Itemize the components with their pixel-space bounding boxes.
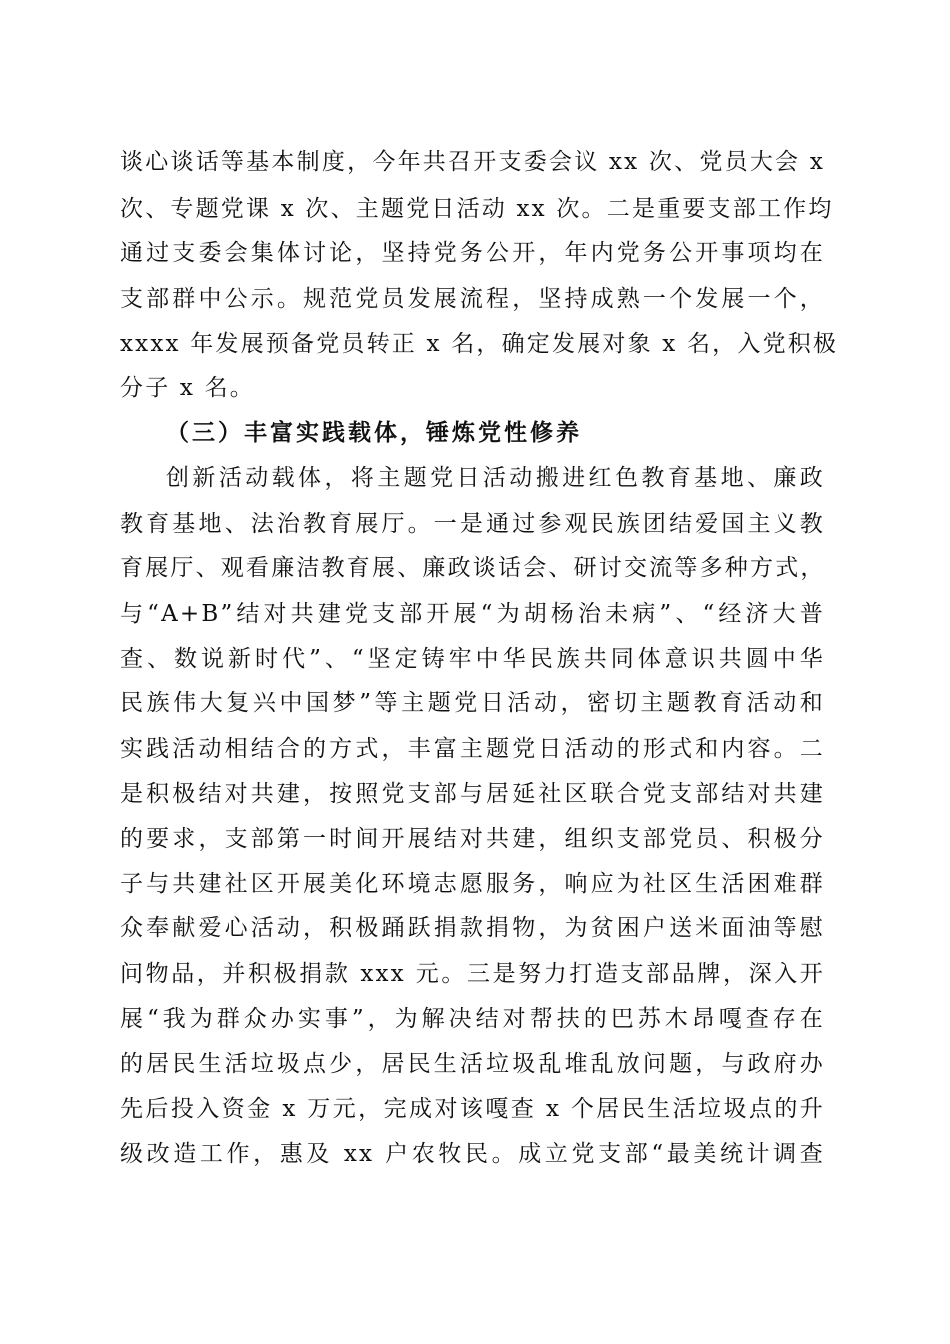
text-line: 通过支委会集体讨论，坚持党务公开，年内党务公开事项均在 — [120, 240, 825, 266]
text-line: 的居民生活垃圾点少，居民生活垃圾乱堆乱放问题，与政府办 — [120, 1051, 825, 1077]
text-line: 查、数说新时代”、“坚定铸牢中华民族共同体意识共圆中华 — [120, 646, 825, 672]
text-line: 问物品，并积极捐款 xxx 元。三是努力打造支部品牌，深入开 — [120, 961, 825, 987]
section-heading: （三）丰富实践载体，锤炼党性修养 — [166, 419, 582, 446]
text-line: 是积极结对共建，按照党支部与居延社区联合党支部结对共建 — [120, 781, 825, 807]
text-line: 先后投入资金 x 万元，完成对该嘎查 x 个居民生活垃圾点的升 — [120, 1096, 825, 1122]
text-line: 子与共建社区开展美化环境志愿服务，响应为社区生活困难群 — [120, 871, 825, 897]
text-line: 育展厅、观看廉洁教育展、廉政谈话会、研讨交流等多种方式， — [120, 555, 826, 581]
text-line: 分子 x 名。 — [120, 375, 255, 401]
text-line: 次、专题党课 x 次、主题党日活动 xx 次。二是重要支部工作均 — [120, 196, 834, 222]
text-line: 支部群中公示。规范党员发展流程，坚持成熟一个发展一个， — [120, 286, 825, 312]
text-line: 实践活动相结合的方式，丰富主题党日活动的形式和内容。二 — [120, 736, 825, 762]
text-line: 民族伟大复兴中国梦”等主题党日活动，密切主题教育活动和 — [120, 690, 825, 716]
text-line: 创新活动载体，将主题党日活动搬进红色教育基地、廉政 — [166, 465, 825, 491]
text-line: 教育基地、法治教育展厅。一是通过参观民族团结爱国主义教 — [120, 511, 825, 537]
text-line: 众奉献爱心活动，积极踊跃捐款捐物，为贫困户送米面油等慰 — [120, 915, 825, 941]
text-line: 与“A+B”结对共建党支部开展“为胡杨治未病”、“经济大普 — [120, 601, 825, 627]
text-line: 谈心谈话等基本制度，今年共召开支委会议 xx 次、党员大会 x — [120, 149, 825, 175]
text-line: 级改造工作，惠及 xx 户农牧民。成立党支部“最美统计调查 — [120, 1141, 825, 1167]
text-line: 的要求，支部第一时间开展结对共建，组织支部党员、积极分 — [120, 826, 825, 852]
text-line: xxxx 年发展预备党员转正 x 名，确定发展对象 x 名，入党积极 — [120, 331, 839, 357]
text-line: 展“我为群众办实事”，为解决结对帮扶的巴苏木昂嘎查存在 — [120, 1006, 825, 1032]
